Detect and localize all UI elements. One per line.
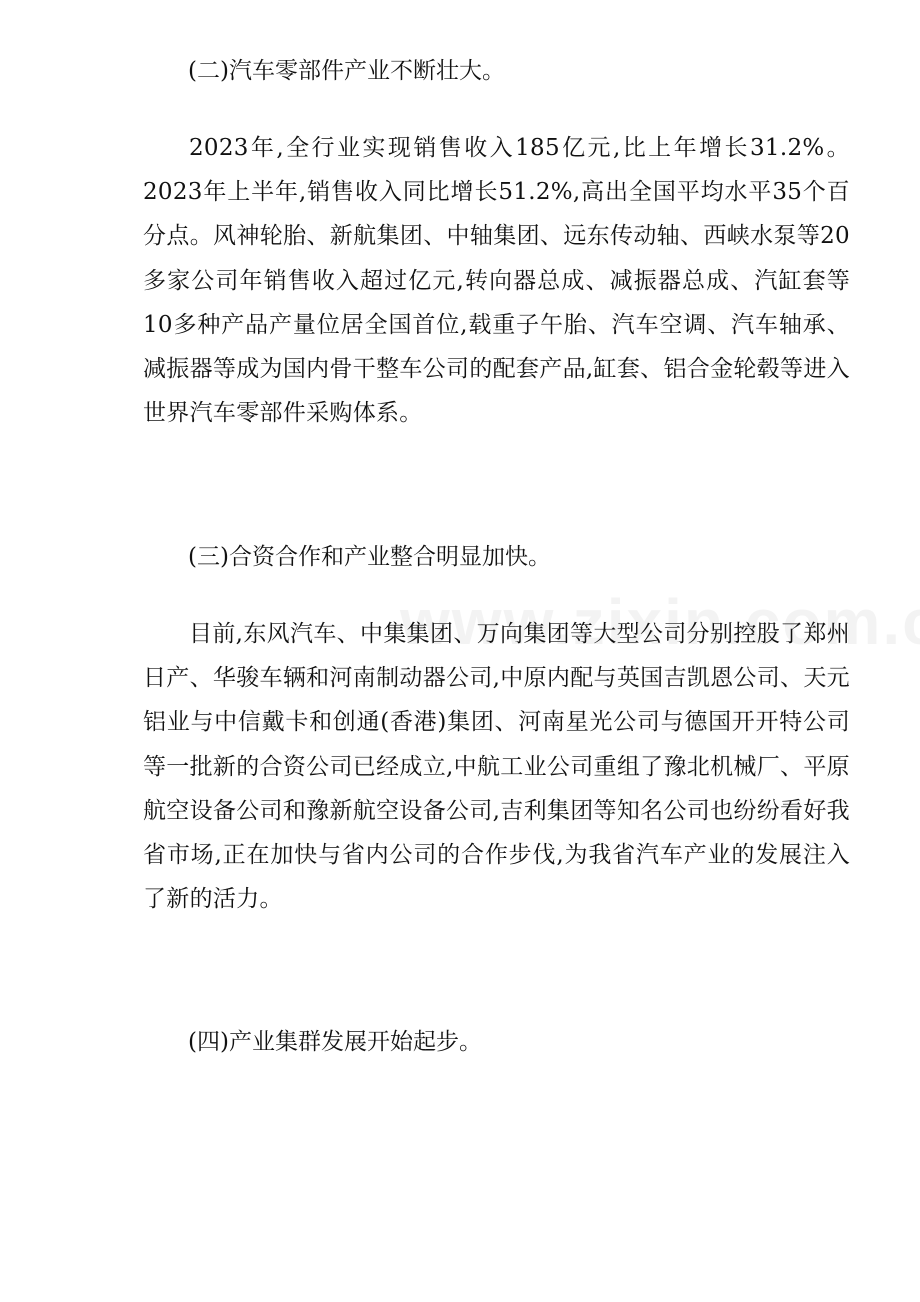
section-heading-3: (三)合资合作和产业整合明显加快。 (188, 544, 551, 570)
section-heading-4: (四)产业集群发展开始起步。 (188, 1029, 482, 1055)
section-paragraph-3: 目前,东风汽车、中集集团、万向集团等大型公司分别控股了郑州日产、华骏车辆和河南制动器公司,中原内配与英国吉凯恩公司、天元铝业与中信戴卡和创通(香港)集团、河南星光公司与德国开开特公司等一批新的合资公司已经成立,中航工业公司重组了豫北机械厂、平原航空设备公司和豫新航空设备公司,吉利集团等知名公司也纷纷看好我省市场,正在加快与省内公司的合作步伐,为我省汽车产业的发展注入了新的活力。 (143, 621, 850, 913)
section-heading-2: (二)汽车零部件产业不断壮大。 (188, 58, 505, 84)
section-paragraph-2: 2023年,全行业实现销售收入185亿元,比上年增长31.2%。2023年上半年,销售收入同比增长51.2%,高出全国平均水平35个百分点。风神轮胎、新航集团、中轴集团、远东传动轴、西峡水泵等20多家公司年销售收入超过亿元,转向器总成、减振器总成、汽缸套等10多种产品产量位居全国首位,载重子午胎、汽车空调、汽车轴承、减振器等成为国内骨干整车公司的配套产品,缸套、铝合金轮毂等进入世界汽车零部件采购体系。 (143, 135, 850, 427)
